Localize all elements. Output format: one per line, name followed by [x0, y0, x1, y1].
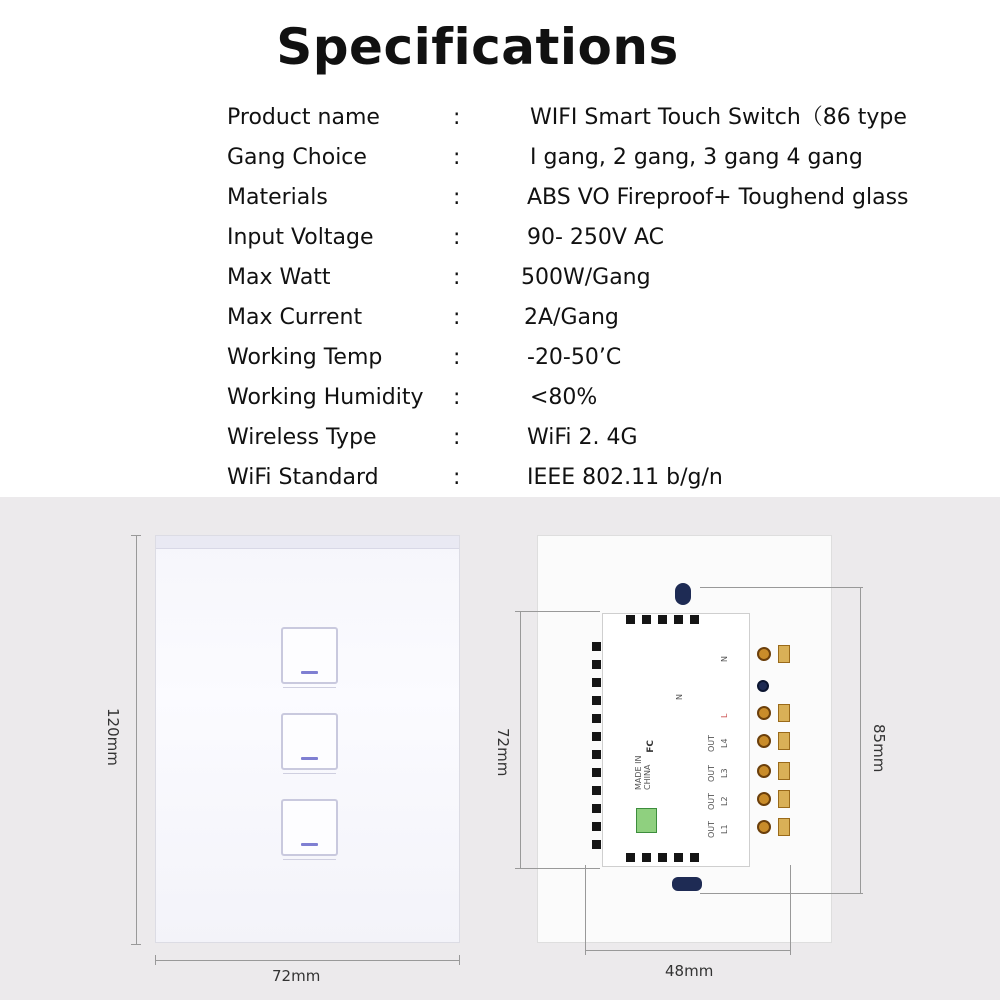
dimension-tick	[585, 865, 586, 955]
spec-row-working-humidity	[0, 378, 1000, 418]
dimension-tick	[155, 955, 156, 965]
mounting-tab-bottom	[672, 877, 702, 891]
spec-row-wifi-standard	[0, 458, 1000, 498]
terminal-screw	[757, 734, 771, 748]
terminal-screw	[757, 647, 771, 661]
module-pin	[690, 853, 699, 862]
spec-value: <80%	[530, 385, 598, 410]
dimension-tick	[131, 944, 141, 945]
spec-colon: :	[453, 465, 461, 490]
spec-row-materials	[0, 178, 1000, 218]
terminal-label-l1: L1	[720, 824, 729, 834]
module-pin	[592, 750, 601, 759]
front-width-dimension-line	[155, 960, 460, 961]
spec-label: Input Voltage	[227, 225, 374, 250]
out-label: OUT	[707, 734, 716, 752]
dimension-tick	[700, 587, 863, 588]
spec-label: WiFi Standard	[227, 465, 379, 490]
spec-row-working-temp	[0, 338, 1000, 378]
terminal-screw	[757, 764, 771, 778]
module-label-text: N	[675, 694, 684, 700]
rohs-badge	[636, 808, 657, 833]
module-pin	[592, 714, 601, 723]
spec-colon: :	[453, 425, 461, 450]
dimension-tick	[459, 955, 460, 965]
spec-label: Materials	[227, 185, 328, 210]
module-pin	[658, 853, 667, 862]
spec-row-product-name	[0, 98, 1000, 138]
terminal-label-l4: L4	[720, 738, 729, 748]
module-pin	[592, 696, 601, 705]
led-indicator	[301, 671, 318, 674]
spec-row-max-watt	[0, 258, 1000, 298]
terminal-block	[778, 762, 790, 780]
spec-value: I gang, 2 gang, 3 gang 4 gang	[530, 145, 863, 170]
terminal-screw	[757, 706, 771, 720]
spec-label: Product name	[227, 105, 380, 130]
module-pin	[642, 615, 651, 624]
module-pin	[626, 615, 635, 624]
made-in-label: MADE IN CHINA	[634, 755, 652, 790]
spec-colon: :	[453, 145, 461, 170]
module-pin	[690, 615, 699, 624]
spec-row-input-voltage	[0, 218, 1000, 258]
spec-colon: :	[453, 305, 461, 330]
spec-value: IEEE 802.11 b/g/n	[527, 465, 723, 490]
spec-colon: :	[453, 345, 461, 370]
module-width-dimension-line	[585, 950, 791, 951]
front-width-label: 72mm	[272, 967, 321, 985]
terminal-block	[778, 645, 790, 663]
module-pin	[592, 642, 601, 651]
spec-value: 90- 250V AC	[527, 225, 664, 250]
spec-label: Max Current	[227, 305, 363, 330]
spec-colon: :	[453, 185, 461, 210]
page-title: Specifications	[276, 18, 679, 76]
module-pin	[658, 615, 667, 624]
led-indicator	[301, 843, 318, 846]
back-height-label: 85mm	[870, 724, 888, 773]
terminal-label-l: L	[720, 713, 729, 718]
led-indicator	[301, 757, 318, 760]
spec-label: Max Watt	[227, 265, 331, 290]
spec-value: WiFi 2. 4G	[527, 425, 638, 450]
module-pin	[642, 853, 651, 862]
dimension-tick	[790, 865, 791, 955]
module-height-label: 72mm	[494, 728, 512, 777]
terminal-label-l3: L3	[720, 768, 729, 778]
module-pin	[674, 615, 683, 624]
terminal-screw	[757, 792, 771, 806]
module-pin	[592, 822, 601, 831]
touch-key-3	[281, 799, 338, 856]
out-label: OUT	[707, 820, 716, 838]
module-width-label: 48mm	[665, 962, 714, 980]
module-pin	[592, 768, 601, 777]
front-height-label: 120mm	[104, 708, 122, 766]
dimension-tick	[515, 611, 600, 612]
spec-label: Gang Choice	[227, 145, 367, 170]
module-pin	[592, 732, 601, 741]
module-pin	[592, 840, 601, 849]
spec-label: Working Humidity	[227, 385, 424, 410]
dimension-tick	[700, 893, 863, 894]
spec-colon: :	[453, 105, 461, 130]
spec-label: Wireless Type	[227, 425, 377, 450]
spec-value: 2A/Gang	[524, 305, 619, 330]
terminal-block	[778, 818, 790, 836]
touch-key-2	[281, 713, 338, 770]
panel-top-edge	[156, 536, 459, 549]
terminal-screw	[757, 680, 769, 692]
module-pin	[592, 678, 601, 687]
module-pin	[626, 853, 635, 862]
dimension-tick	[131, 535, 141, 536]
touch-key-1	[281, 627, 338, 684]
out-label: OUT	[707, 764, 716, 782]
module-pin	[674, 853, 683, 862]
module-pin	[592, 660, 601, 669]
terminal-screw	[757, 820, 771, 834]
spec-value: WIFI Smart Touch Switch（86 type	[530, 105, 907, 130]
front-height-dimension-line	[136, 535, 137, 945]
mounting-tab-top	[675, 583, 691, 605]
spec-value: 500W/Gang	[521, 265, 651, 290]
spec-row-gang-choice	[0, 138, 1000, 178]
spec-colon: :	[453, 265, 461, 290]
module-pin	[592, 804, 601, 813]
spec-row-wireless-type	[0, 418, 1000, 458]
spec-colon: :	[453, 385, 461, 410]
switch-front-panel	[155, 535, 460, 943]
spec-colon: :	[453, 225, 461, 250]
terminal-label-l2: L2	[720, 796, 729, 806]
terminal-block	[778, 732, 790, 750]
out-label: OUT	[707, 792, 716, 810]
module-height-dimension-line	[520, 611, 521, 869]
spec-label: Working Temp	[227, 345, 383, 370]
dimension-tick	[515, 868, 600, 869]
module-pin	[592, 786, 601, 795]
spec-value: -20-50’C	[527, 345, 622, 370]
spec-row-max-current	[0, 298, 1000, 338]
terminal-block	[778, 790, 790, 808]
back-height-dimension-line	[860, 587, 861, 894]
terminal-block	[778, 704, 790, 722]
fc-mark: FC	[646, 740, 656, 753]
spec-value: ABS VO Fireproof+ Toughend glass	[527, 185, 909, 210]
terminal-label-n: N	[720, 656, 729, 662]
